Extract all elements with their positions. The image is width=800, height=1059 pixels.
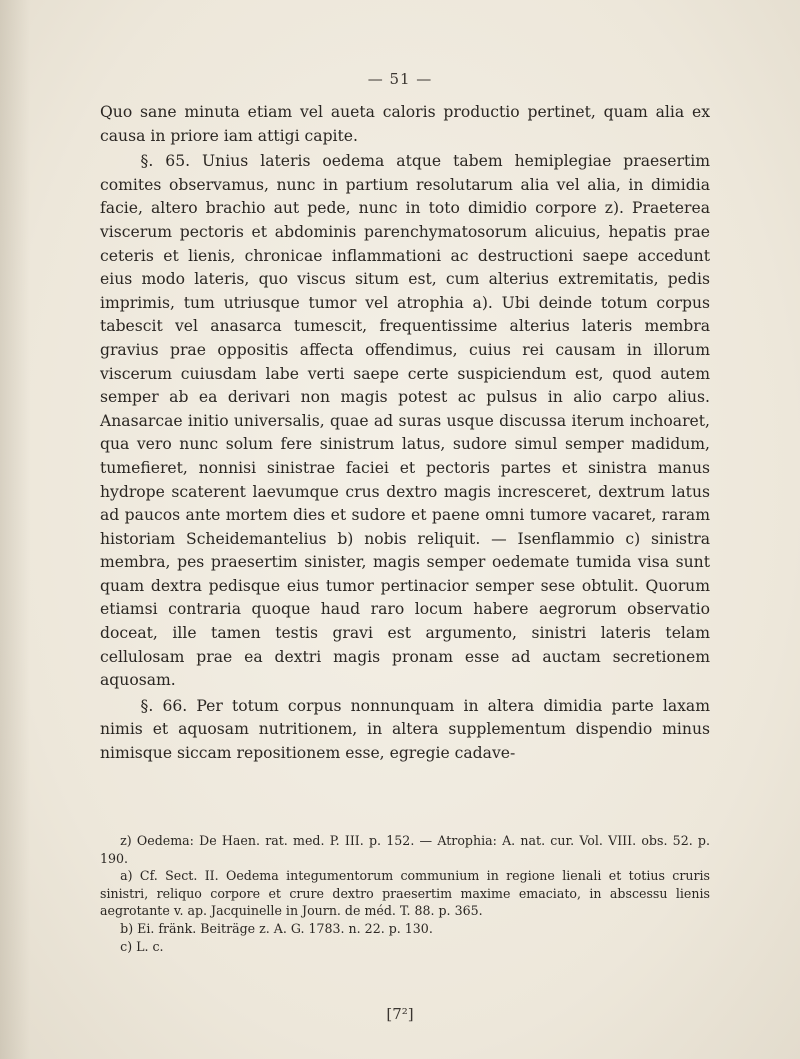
page-edge-shadow [0,0,30,1059]
paragraph-section-65: §. 65. Unius lateris oedema atque tabem hemiplegiae praesertim comites observamus, nunc in partium resolutarum alia vel alia, in dimidia facie, altero brachio aut pede, nunc in toto dimidio corpore z). Praeterea viscerum pectoris et abdominis parenchymatosorum alicuius, hepatis prae ceteris et lienis, chronicae inflammationi ac destructioni saepe accedunt eius modo lateris, quo viscus situm est, cum alterius extremitatis, pedis imprimis, tum utriusque tumor vel atrophia a). Ubi deinde totum corpus tabescit vel anasarca tumescit, frequentissime alterius lateris membra gravius prae oppositis affecta offendimus, cuius rei causam in illorum viscerum cuiusdam labe verti saepe certe suspiciendum est, quod autem semper ab ea derivari non magis potest ac pulsus in alio carpo alius. Anasarcae initio universalis, quae ad suras usque discussa iterum inchoaret, qua vero nunc solum fere sinistrum latus, sudore simul semper madidum, tumefieret, nonnisi sinistrae faciei et pectoris partes et sinistra manus hydrope scaterent laevumque crus dextro magis incresceret, dextrum latus ad paucos ante mortem dies et sudore et paene omni tumore vacaret, raram historiam Scheidemantelius b) nobis reliquit. — Isenflammio c) sinistra membra, pes praesertim sinister, magis semper oedemate tumida visa sunt quam dextra pedisque eius tumor pertinacior semper sese obtulit. Quorum etiamsi contraria quoque haud raro locum habere aegrorum observatio doceat, ille tamen testis gravi est argumento, sinistri lateris telam cellulosam prae ea dextri magis pronam esse ad auctam secretionem aquosam. [100,152,710,690]
body-text [100,101,710,766]
paragraph-section-66: §. 66. Per totum corpus nonnunquam in altera dimidia parte laxam nimis et aquosam nutritionem, in altera supplementum dispendio minus nimisque siccam repositionem esse, egregie cadave- [100,696,710,763]
footnote-b: b) Ei. fränk. Beiträge z. A. G. 1783. n. 22. p. 130. [120,920,433,936]
paragraph-intro: Quo sane minuta etiam vel aueta caloris productio pertinet, quam alia ex causa in priore iam attigi capite. [100,103,710,145]
footnote-a: a) Cf. Sect. II. Oedema integumentorum communium in regione lienali et totius cruris sinistri, reliquo corpore et crure dextro praesertim maxime emaciato, in abscessu lienis aegrotante v. ap. Jacquinelle in Journ. de méd. T. 88. p. 365. [100,868,710,919]
footnote-c: c) L. c. [120,938,164,954]
page-number-header: — 51 — [367,70,433,88]
footnote-z: z) Oedema: De Haen. rat. med. P. III. p. 152. — Atrophia: A. nat. cur. Vol. VIII. obs. 52. p. 190. [100,833,710,866]
footnotes [100,832,710,955]
printer-signature-mark: [7²] [386,1005,414,1023]
